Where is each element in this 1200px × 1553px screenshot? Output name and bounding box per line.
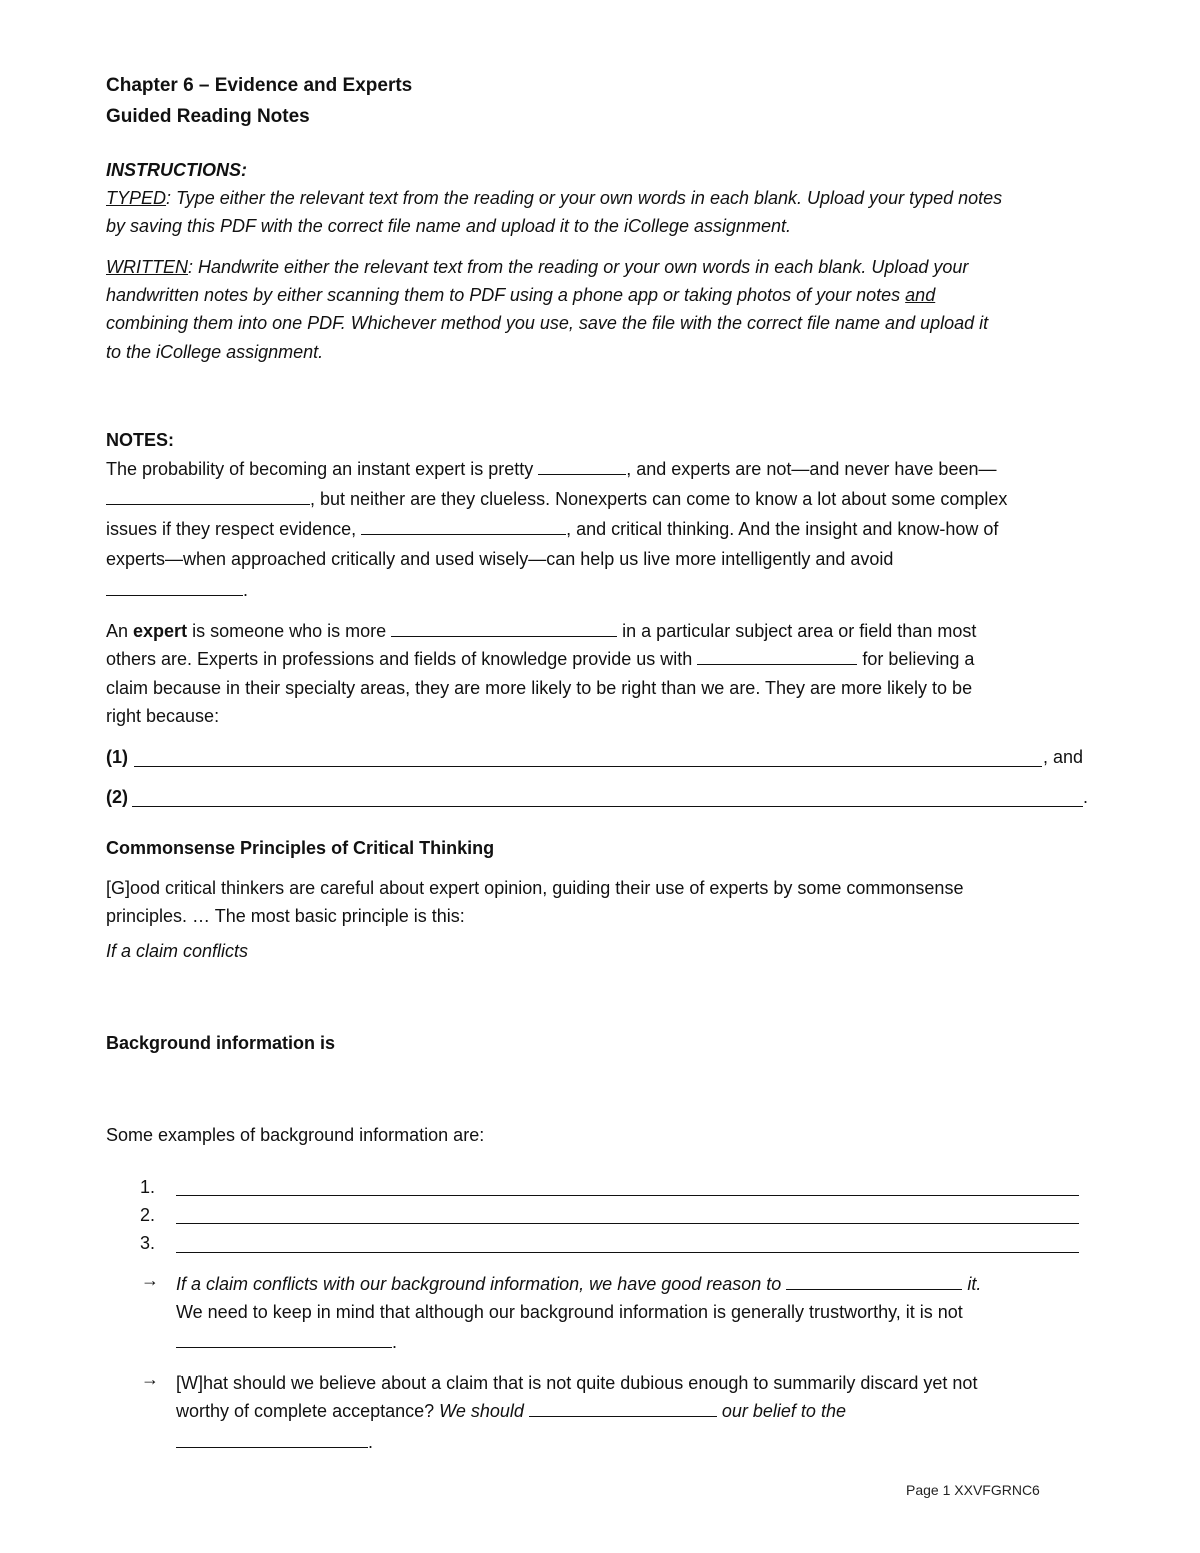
text: others are. Experts in professions and fields of knowledge provide us with (106, 649, 698, 669)
page-title: Chapter 6 – Evidence and Experts (106, 75, 413, 96)
fill-in-blank[interactable] (106, 486, 310, 505)
arrow-1-line-2: We need to keep in mind that although our background information is generally trustworthy, it is not (176, 1302, 963, 1322)
arrow-2-line-2 (176, 1397, 1090, 1425)
background-heading: Background information is (106, 1033, 336, 1053)
text: . (368, 1432, 374, 1452)
principles-line-1: [G]ood critical thinkers are careful about expert opinion, guiding their use of experts by some commonsense (106, 878, 964, 898)
fill-in-blank[interactable] (106, 577, 243, 596)
text: , but neither are they clueless. Nonexperts can come to know a lot about some complex (310, 489, 1008, 509)
notes-p1-line-2 (106, 485, 1090, 514)
written-text: : Handwrite either the relevant text from the reading or your own words in each blank. Upload your (187, 257, 969, 277)
reason-1-blank[interactable] (134, 748, 1042, 767)
list-item-number: 1. (140, 1177, 156, 1197)
text: . (243, 580, 249, 600)
fill-in-blank[interactable] (391, 618, 617, 637)
arrow-2-line-1: [W]hat should we believe about a claim that is not quite dubious enough to summarily discard yet not (176, 1373, 978, 1393)
principles-heading: Commonsense Principles of Critical Thinking (106, 838, 495, 858)
written-instructions-line-4: to the iCollege assignment. (106, 342, 324, 362)
text: worthy of complete acceptance? (176, 1401, 440, 1421)
list-item-number: 3. (140, 1233, 156, 1253)
principles-line-2: principles. … The most basic principle is this: (106, 906, 465, 926)
notes-heading: NOTES: (106, 430, 175, 450)
text: our belief to the (716, 1401, 846, 1421)
fill-in-blank[interactable] (786, 1271, 962, 1290)
fill-in-blank[interactable] (538, 456, 626, 475)
written-instructions-line-1 (106, 253, 1090, 282)
text: , and critical thinking. And the insight and know-how of (566, 519, 999, 539)
arrow-1-line-3 (176, 1328, 1090, 1356)
text: , and experts are not—and never have been— (626, 459, 997, 479)
text: in a particular subject area or field than most (617, 621, 977, 641)
list-item-blank[interactable] (176, 1177, 1079, 1196)
notes-p1-line-5 (106, 576, 1090, 605)
written-text-2: handwritten notes by either scanning them to PDF using a phone app or taking photos of your notes (106, 285, 906, 305)
notes-p2-line-1 (106, 617, 1090, 646)
notes-p1-line-3 (106, 515, 1090, 544)
arrow-right-icon: → (141, 1369, 159, 1389)
typed-instructions-line-1 (106, 184, 1090, 213)
list-item-number: 2. (140, 1205, 156, 1225)
notes-p1-line-1 (106, 455, 1090, 484)
text: it. (962, 1274, 982, 1294)
text: We should (439, 1401, 529, 1421)
page-subtitle: Guided Reading Notes (106, 106, 310, 127)
fill-in-blank[interactable] (176, 1429, 368, 1448)
text: is someone who is more (187, 621, 392, 641)
text: If a claim conflicts with our background information, we have good reason to (176, 1274, 787, 1294)
notes-p1-line-4: experts—when approached critically and used wisely—can help us live more intelligently and avoid (106, 549, 894, 569)
instructions-heading: INSTRUCTIONS: (106, 160, 247, 180)
written-instructions-line-3: combining them into one PDF. Whichever method you use, save the file with the correct file name and upload it (106, 313, 989, 333)
text: for believing a (857, 649, 975, 669)
list-item-blank[interactable] (176, 1234, 1079, 1253)
text: issues if they respect evidence, (106, 519, 362, 539)
written-label: WRITTEN (106, 257, 188, 277)
fill-in-blank[interactable] (361, 516, 566, 535)
typed-instructions-line-2: by saving this PDF with the correct file name and upload it to the iCollege assignment. (106, 216, 792, 236)
list-item-blank[interactable] (176, 1205, 1079, 1224)
page-footer: Page 1 XXVFGRNC6 (906, 1482, 1040, 1498)
notes-p2-line-2 (106, 645, 1090, 674)
notes-p2-line-3: claim because in their specialty areas, they are more likely to be right than we are. They are more likely to be (106, 678, 973, 698)
reason-1-end: , and (1043, 747, 1084, 767)
text: . (392, 1332, 398, 1352)
arrow-right-icon: → (141, 1270, 159, 1290)
expert-term: expert (133, 621, 188, 641)
written-instructions-line-2 (106, 281, 1090, 310)
typed-text: : Type either the relevant text from the reading or your own words in each blank. Upload your typed notes (166, 188, 1003, 208)
text: The probability of becoming an instant expert is pretty (106, 459, 539, 479)
notes-p2-line-4: right because: (106, 706, 220, 726)
reason-2-end: . (1083, 787, 1089, 807)
fill-in-blank[interactable] (529, 1398, 717, 1417)
written-and-underlined: and (905, 285, 936, 305)
text: An (106, 621, 134, 641)
arrow-1-line-1 (176, 1270, 1090, 1298)
reason-1-label: (1) (106, 747, 128, 767)
fill-in-blank[interactable] (697, 646, 857, 665)
background-examples-label: Some examples of background information are: (106, 1125, 485, 1145)
typed-label: TYPED (106, 188, 167, 208)
fill-in-blank[interactable] (176, 1329, 392, 1348)
reason-2-blank[interactable] (132, 788, 1083, 807)
reason-2-label: (2) (106, 787, 128, 807)
principles-line-3: If a claim conflicts (106, 941, 249, 961)
arrow-2-line-3 (176, 1428, 1090, 1456)
